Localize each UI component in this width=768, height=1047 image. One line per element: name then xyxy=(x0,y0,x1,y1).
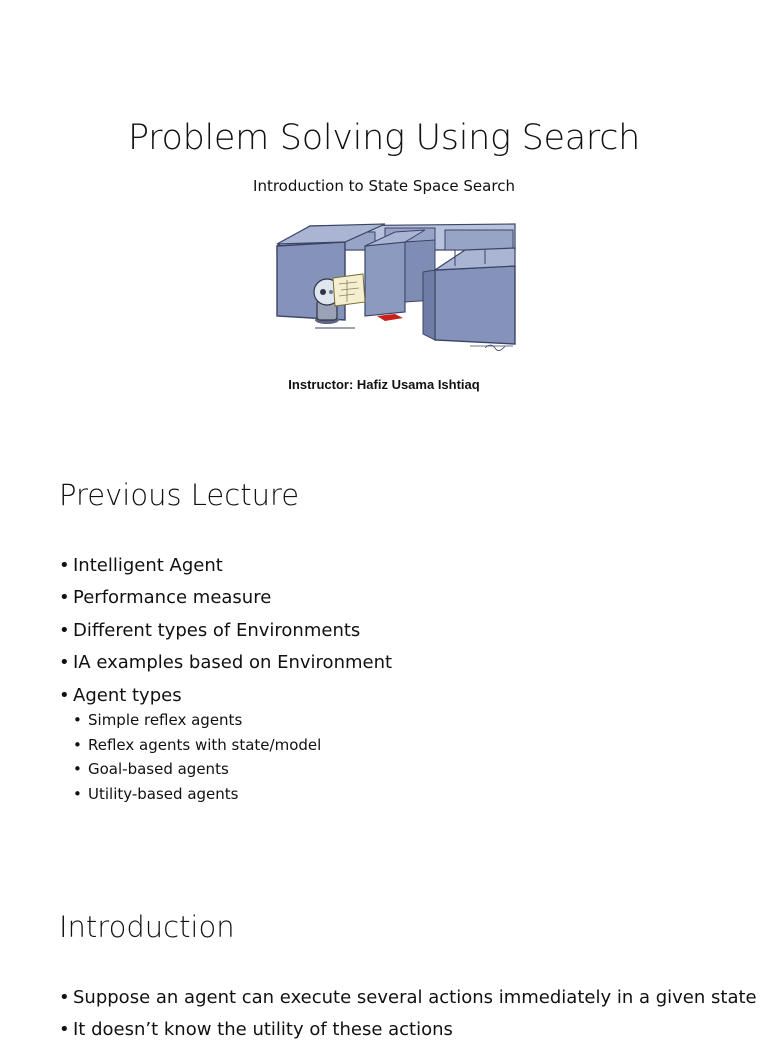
slide-heading: Previous Lecture xyxy=(59,478,300,512)
bullet-item: • Suppose an agent can execute several actions immediately in a given state xyxy=(59,982,757,1014)
slide-subtitle: Introduction to State Space Search xyxy=(253,177,515,195)
maze-robot-illustration xyxy=(275,220,517,354)
bullet-item: • Intelligent Agent xyxy=(59,550,392,582)
introduction-slide xyxy=(0,864,768,1041)
sub-bullet-item: • Utility-based agents xyxy=(73,782,392,807)
sub-bullet-item: • Goal-based agents xyxy=(73,757,392,782)
sub-bullet-list xyxy=(73,708,392,806)
slide-title: Problem Solving Using Search xyxy=(127,118,641,158)
bullet-list xyxy=(59,550,392,806)
bullet-item: • Different types of Environments xyxy=(59,615,392,647)
bullet-item: • Performance measure xyxy=(59,582,392,614)
bullet-item: • IA examples based on Environment xyxy=(59,647,392,679)
bullet-item: • It doesn’t know the utility of these actions xyxy=(59,1014,757,1046)
slide-heading: Introduction xyxy=(59,910,235,944)
bullet-list xyxy=(59,982,757,1047)
bullet-text: Agent types xyxy=(73,684,182,706)
title-slide xyxy=(0,0,768,432)
bullet-item-agent-types xyxy=(59,680,392,807)
sub-bullet-item: • Simple reflex agents xyxy=(73,708,392,733)
previous-lecture-slide xyxy=(0,432,768,864)
sub-bullet-item: • Reflex agents with state/model xyxy=(73,733,392,758)
instructor-name: Instructor: Hafiz Usama Ishtiaq xyxy=(288,377,480,392)
